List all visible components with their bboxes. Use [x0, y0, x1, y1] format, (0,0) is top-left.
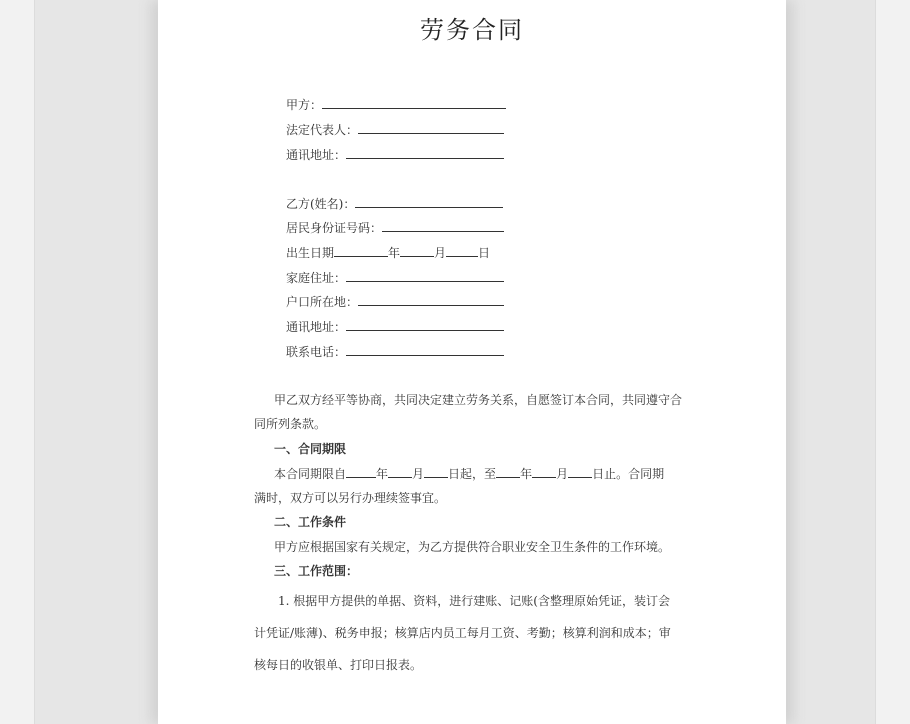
section-2-heading: 二、工作条件 — [274, 515, 347, 529]
party-b-home-label: 家庭住址： — [286, 271, 347, 285]
party-a-rep-blank — [358, 121, 504, 134]
party-b-hukou-row — [286, 293, 504, 310]
dob-day-label: 日 — [478, 246, 491, 260]
party-b-address-blank — [346, 318, 504, 331]
party-b-address-row — [286, 318, 504, 335]
party-b-home-row — [286, 269, 504, 286]
document-title: 劳务合同 — [420, 16, 524, 44]
party-b-home-blank — [346, 269, 504, 282]
party-b-id-blank — [382, 219, 504, 232]
dob-day-blank — [446, 244, 478, 257]
party-b-hukou-label: 户口所在地： — [286, 295, 359, 309]
dob-year-label: 年 — [388, 246, 401, 260]
start-month-blank — [388, 465, 412, 478]
party-b-id-row — [286, 219, 504, 236]
section-3-line-1: 1. 根据甲方提供的单据、资料，进行建账、记账(含整理原始凭证，装订会 — [278, 594, 670, 608]
dob-month-blank — [400, 244, 434, 257]
end-year-blank — [496, 465, 520, 478]
dob-year-blank — [334, 244, 388, 257]
start-day-label: 日起，至 — [448, 467, 497, 481]
dob-month-label: 月 — [434, 246, 447, 260]
start-month-label: 月 — [412, 467, 425, 481]
section-3-line-2: 计凭证/账薄)、税务申报；核算店内员工每月工资、考勤；核算利润和成本；审 — [254, 626, 671, 640]
party-b-phone-label: 联系电话： — [286, 345, 347, 359]
party-b-id-label: 居民身份证号码： — [286, 221, 383, 235]
party-b-phone-blank — [346, 343, 504, 356]
party-a-rep-label: 法定代表人： — [286, 123, 359, 137]
section-2-text: 甲方应根据国家有关规定，为乙方提供符合职业安全卫生条件的工作环境。 — [274, 540, 671, 554]
intro-line-1: 甲乙双方经平等协商，共同决定建立劳务关系，自愿签订本合同，共同遵守合 — [274, 393, 683, 407]
party-a-name-blank — [322, 96, 506, 109]
party-a-rep-row — [286, 121, 504, 138]
party-a-name-row — [286, 96, 506, 113]
section-1-heading: 一、合同期限 — [274, 442, 347, 456]
party-b-address-label: 通讯地址： — [286, 320, 347, 334]
document-page — [158, 0, 786, 724]
end-year-label: 年 — [520, 467, 533, 481]
end-month-blank — [532, 465, 556, 478]
end-month-label: 月 — [556, 467, 569, 481]
party-b-dob-row — [286, 244, 490, 261]
start-year-blank — [346, 465, 376, 478]
end-day-label: 日止。合同期 — [592, 467, 665, 481]
intro-line-2: 同所列条款。 — [254, 417, 327, 431]
section-3-heading: 三、工作范围： — [274, 564, 359, 578]
start-day-blank — [424, 465, 448, 478]
section-1-line-1 — [274, 465, 664, 482]
party-a-address-blank — [346, 146, 504, 159]
party-a-address-label: 通讯地址： — [286, 148, 347, 162]
party-b-name-label: 乙方(姓名)： — [286, 197, 356, 211]
term-start-label: 本合同期限自 — [274, 467, 347, 481]
section-3-line-3: 核每日的收银单、打印日报表。 — [254, 658, 423, 672]
party-b-name-blank — [355, 195, 503, 208]
party-a-name-label: 甲方： — [286, 98, 323, 112]
party-b-phone-row — [286, 343, 504, 360]
section-1-line-2: 满时，双方可以另行办理续签事宜。 — [254, 491, 447, 505]
end-day-blank — [568, 465, 592, 478]
start-year-label: 年 — [376, 467, 389, 481]
party-a-address-row — [286, 146, 504, 163]
party-b-hukou-blank — [358, 293, 504, 306]
party-b-name-row — [286, 195, 503, 212]
party-b-dob-label: 出生日期 — [286, 246, 335, 260]
